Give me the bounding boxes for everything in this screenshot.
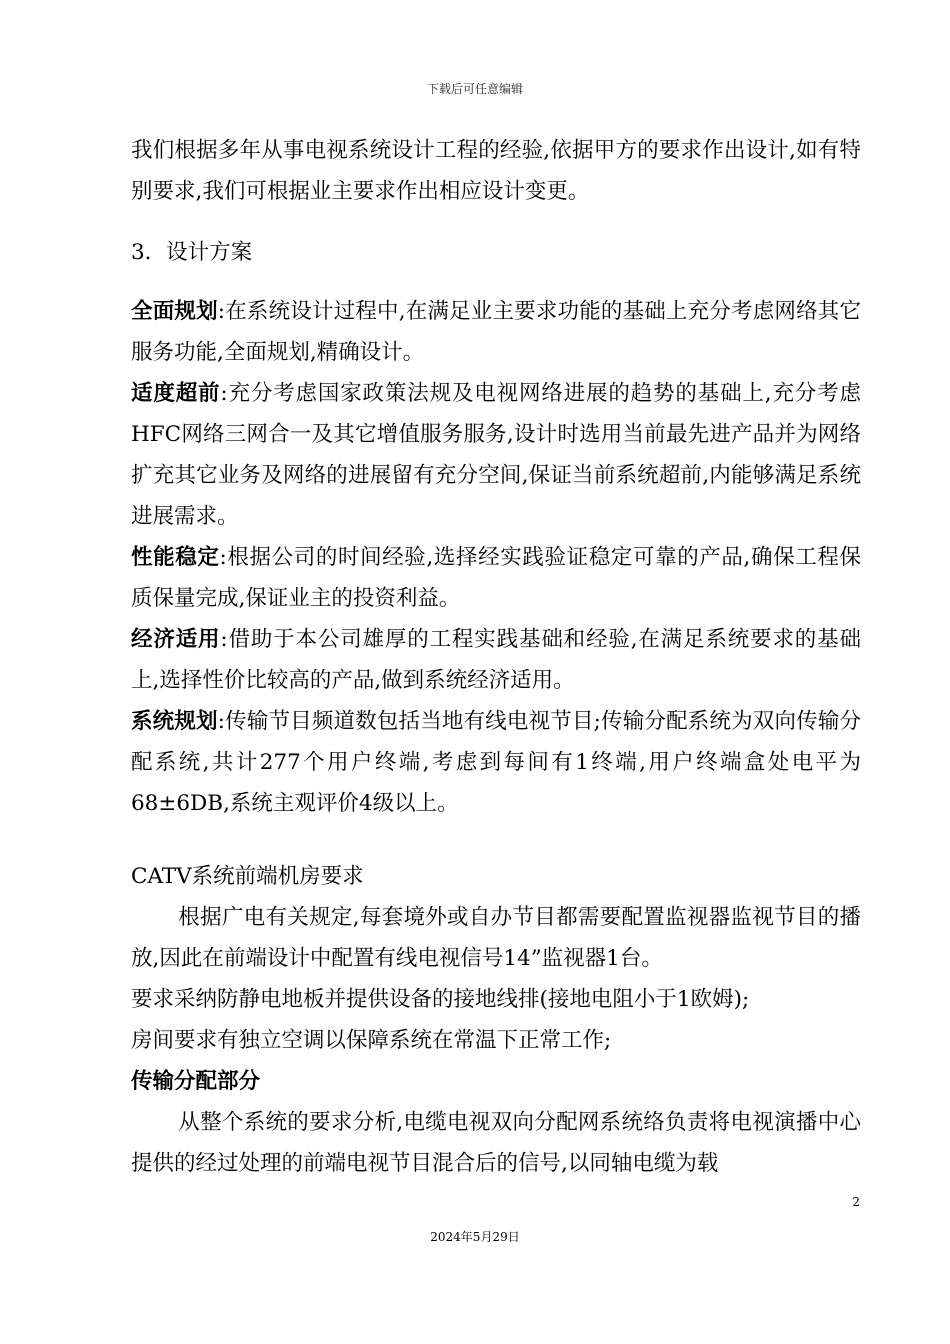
design-item-text: :根据公司的时间经验,选择经实践验证稳定可靠的产品,确保工程保质保量完成,保证业主的投资利益。 (131, 545, 861, 611)
design-item (131, 619, 861, 701)
design-item (131, 291, 861, 373)
design-item-text: :充分考虑国家政策法规及电视网络进展的趋势的基础上,充分考虑HFC网络三网合一及其它增值服务服务,设计时选用当前最先进产品并为网络扩充其它业务及网络的进展留有充分空间,保证当前系统超前,内能够满足系统进展需求。 (131, 381, 861, 529)
catv-requirement-floor: 要求采纳防静电地板并提供设备的接地线排(接地电阻小于1欧姆); (131, 987, 750, 1012)
catv-title: CATV系统前端机房要求 (131, 864, 364, 889)
design-item-term: 性能稳定 (131, 545, 220, 570)
design-item-text: :借助于本公司雄厚的工程实践基础和经验,在满足系统要求的基础上,选择性价比较高的产品,做到系统经济适用。 (131, 627, 861, 693)
catv-requirement-aircon: 房间要求有独立空调以保障系统在常温下正常工作; (131, 1028, 612, 1053)
document-body (131, 130, 861, 1184)
page-footer-date: 2024年5月29日 (430, 1230, 520, 1244)
intro-paragraph: 我们根据多年从事电视系统设计工程的经验,依据甲方的要求作出设计,如有特别要求,我们可根据业主要求作出相应设计变更。 (131, 138, 861, 204)
design-item (131, 373, 861, 537)
page-number: 2 (852, 1195, 860, 1209)
transmission-paragraph: 从整个系统的要求分析,电缆电视双向分配网系统络负责将电视演播中心提供的经过处理的前端电视节目混合后的信号,以同轴电缆为载 (131, 1110, 861, 1176)
transmission-title: 传输分配部分 (131, 1069, 261, 1094)
design-item-term: 经济适用 (131, 627, 221, 652)
design-item-text: :传输节目频道数包括当地有线电视节目;传输分配系统为双向传输分配系统,共计277个用户终端,考虑到每间有1终端,用户终端盒处电平为68±6DB,系统主观评价4级以上。 (131, 709, 861, 816)
design-item (131, 701, 861, 824)
design-items (131, 291, 861, 824)
design-item (131, 537, 861, 619)
design-item-term: 全面规划 (131, 299, 218, 324)
design-item-term: 系统规划 (131, 709, 218, 734)
design-item-text: :在系统设计过程中,在满足业主要求功能的基础上充分考虑网络其它服务功能,全面规划,精确设计。 (131, 299, 861, 365)
design-item-term: 适度超前 (131, 381, 221, 406)
page-header: 下载后可任意编辑 (426, 82, 523, 96)
catv-paragraph: 根据广电有关规定,每套境外或自办节目都需要配置监视器监视节目的播放,因此在前端设计中配置有线电视信号14”监视器1台。 (131, 905, 861, 971)
section-title: 3．设计方案 (131, 240, 253, 265)
